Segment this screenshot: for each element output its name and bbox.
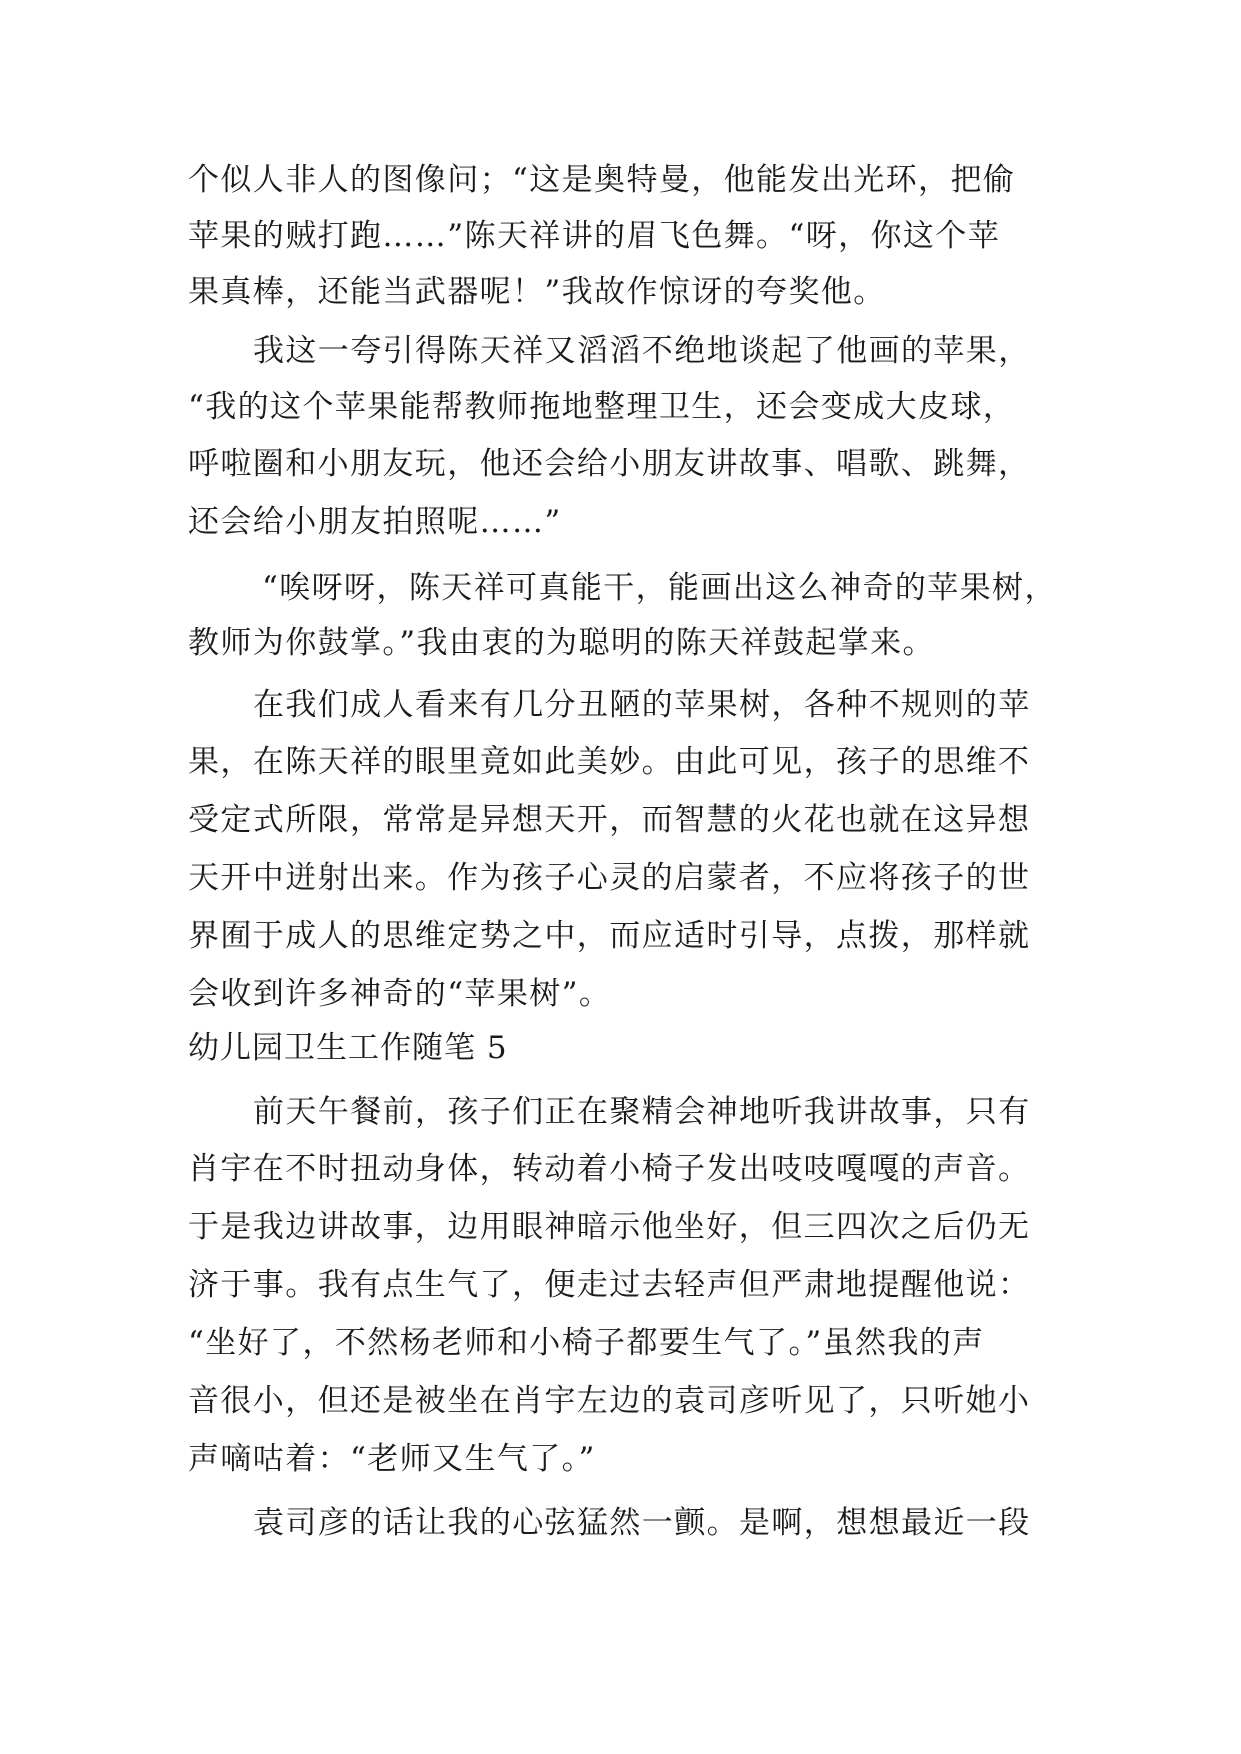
text-line: “我的这个苹果能帮教师拖地整理卫生，还会变成大皮球， <box>188 389 1016 425</box>
text-line: 还会给小朋友拍照呢……” <box>188 504 562 540</box>
text-line: 个似人非人的图像问；“这是奥特曼，他能发出光环，把偷 <box>188 162 1016 198</box>
paragraph-start-line: 我这一夸引得陈天祥又滔滔不绝地谈起了他画的苹果， <box>253 333 1031 369</box>
text-line: 呼啦圈和小朋友玩，他还会给小朋友讲故事、唱歌、跳舞， <box>188 446 1031 482</box>
text-line: 天开中迸射出来。作为孩子心灵的启蒙者，不应将孩子的世 <box>188 860 1031 896</box>
text-line: 界囿于成人的思维定势之中，而应适时引导，点拨，那样就 <box>188 918 1031 954</box>
text-line: 济于事。我有点生气了，便走过去轻声但严肃地提醒他说： <box>188 1267 1031 1303</box>
text-line: 肖宇在不时扭动身体，转动着小椅子发出吱吱嘎嘎的声音。 <box>188 1151 1031 1187</box>
text-line: “坐好了，不然杨老师和小椅子都要生气了。”虽然我的声 <box>188 1325 985 1361</box>
text-line: 果，在陈天祥的眼里竟如此美妙。由此可见，孩子的思维不 <box>188 744 1031 780</box>
text-line: 受定式所限，常常是异想天开，而智慧的火花也就在这异想 <box>188 802 1031 838</box>
paragraph-start-line: 前天午餐前，孩子们正在聚精会神地听我讲故事，只有 <box>253 1094 1031 1130</box>
paragraph-start-line: 袁司彦的话让我的心弦猛然一颤。是啊，想想最近一段 <box>253 1505 1031 1541</box>
text-line: 声嘀咕着：“老师又生气了。” <box>188 1441 596 1477</box>
text-line: 音很小，但还是被坐在肖宇左边的袁司彦听见了，只听她小 <box>188 1383 1031 1419</box>
text-line: 教师为你鼓掌。”我由衷的为聪明的陈天祥鼓起掌来。 <box>188 625 935 661</box>
text-line: 于是我边讲故事，边用眼神暗示他坐好，但三四次之后仍无 <box>188 1209 1031 1245</box>
text-line: 苹果的贼打跑……”陈天祥讲的眉飞色舞。“呀，你这个苹 <box>188 218 1001 254</box>
text-line: 果真棒，还能当武器呢！”我故作惊讶的夸奖他。 <box>188 274 886 310</box>
paragraph-start-line: 在我们成人看来有几分丑陋的苹果树，各种不规则的苹 <box>253 687 1031 723</box>
paragraph-start-line: “唉呀呀，陈天祥可真能干，能画出这么神奇的苹果树， <box>262 570 1057 606</box>
text-line: 会收到许多神奇的“苹果树”。 <box>188 976 612 1012</box>
section-heading: 幼儿园卫生工作随笔 5 <box>188 1030 508 1066</box>
